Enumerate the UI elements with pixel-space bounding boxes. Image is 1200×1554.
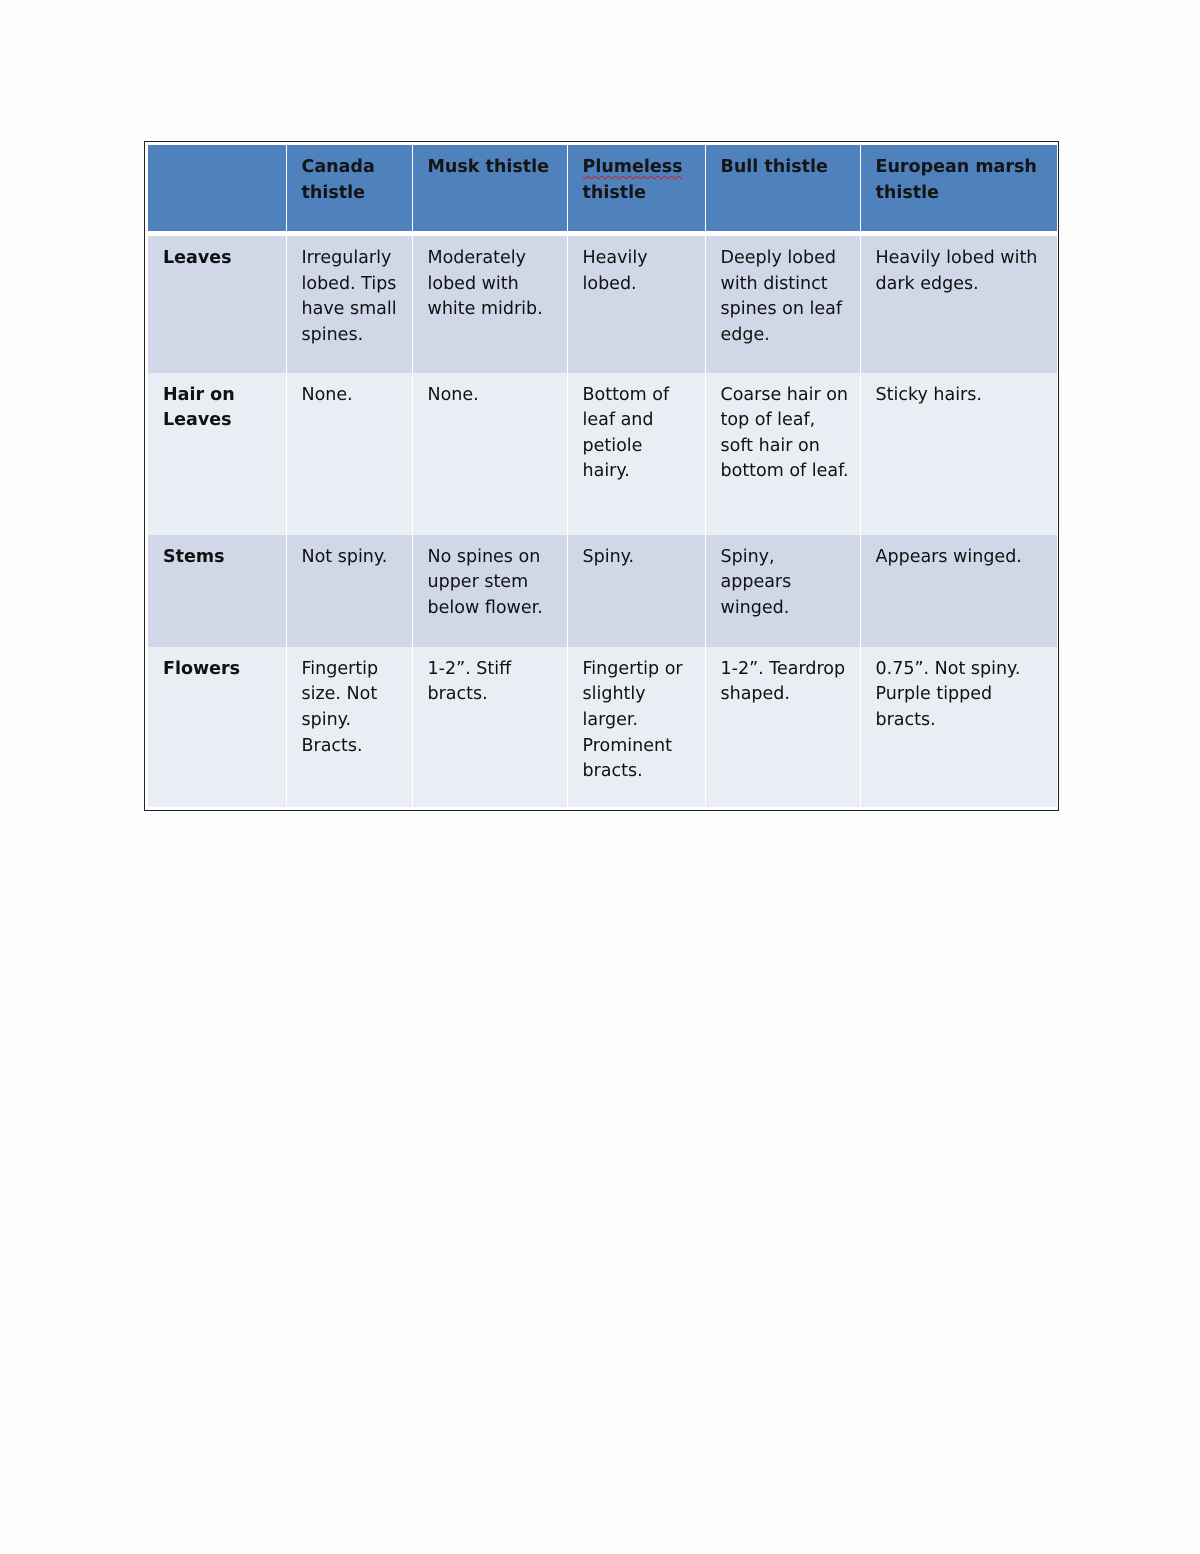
thistle-comparison-table (144, 141, 1059, 811)
table-cell: Heavily lobed with dark edges. (860, 234, 1057, 373)
table-row-hair-on-leaves (148, 373, 1057, 535)
header-row (148, 145, 1057, 234)
row-label-flowers: Flowers (148, 647, 286, 807)
table-cell: Bottom of leaf and petiole hairy. (567, 373, 705, 535)
table-cell: Moderately lobed with white midrib. (412, 234, 567, 373)
table-cell: Spiny. (567, 535, 705, 647)
table-row-stems (148, 535, 1057, 647)
table-cell: Fingertip size. Not spiny. Bracts. (286, 647, 412, 807)
header-canada-thistle: Canada thistle (286, 145, 412, 234)
table-cell: Coarse hair on top of leaf, soft hair on bottom of leaf. (705, 373, 860, 535)
table-cell: Spiny, appears winged. (705, 535, 860, 647)
table-cell: Heavily lobed. (567, 234, 705, 373)
header-musk-thistle: Musk thistle (412, 145, 567, 234)
table-cell: Deeply lobed with distinct spines on leaf edge. (705, 234, 860, 373)
table-cell: None. (412, 373, 567, 535)
table-cell: Sticky hairs. (860, 373, 1057, 535)
row-label-leaves: Leaves (148, 234, 286, 373)
comparison-table (148, 145, 1057, 807)
table-row-flowers (148, 647, 1057, 807)
header-corner-cell (148, 145, 286, 234)
table-cell: None. (286, 373, 412, 535)
row-label-hair-on-leaves: Hair on Leaves (148, 373, 286, 535)
header-european-marsh-thistle: European marsh thistle (860, 145, 1057, 234)
header-plumeless-thistle (567, 145, 705, 234)
table-cell: Not spiny. (286, 535, 412, 647)
header-bull-thistle: Bull thistle (705, 145, 860, 234)
table-cell: Fingertip or slightly larger. Prominent bracts. (567, 647, 705, 807)
table-cell: 0.75”. Not spiny. Purple tipped bracts. (860, 647, 1057, 807)
table-cell: 1-2”. Stiff bracts. (412, 647, 567, 807)
table-row-leaves (148, 234, 1057, 373)
header-plumeless-word: Plumeless (582, 157, 683, 177)
header-plumeless-thistle-word: thistle (582, 182, 646, 203)
table-cell: No spines on upper stem below flower. (412, 535, 567, 647)
row-label-stems: Stems (148, 535, 286, 647)
table-cell: Appears winged. (860, 535, 1057, 647)
table-cell: Irregularly lobed. Tips have small spines. (286, 234, 412, 373)
table-cell: 1-2”. Teardrop shaped. (705, 647, 860, 807)
